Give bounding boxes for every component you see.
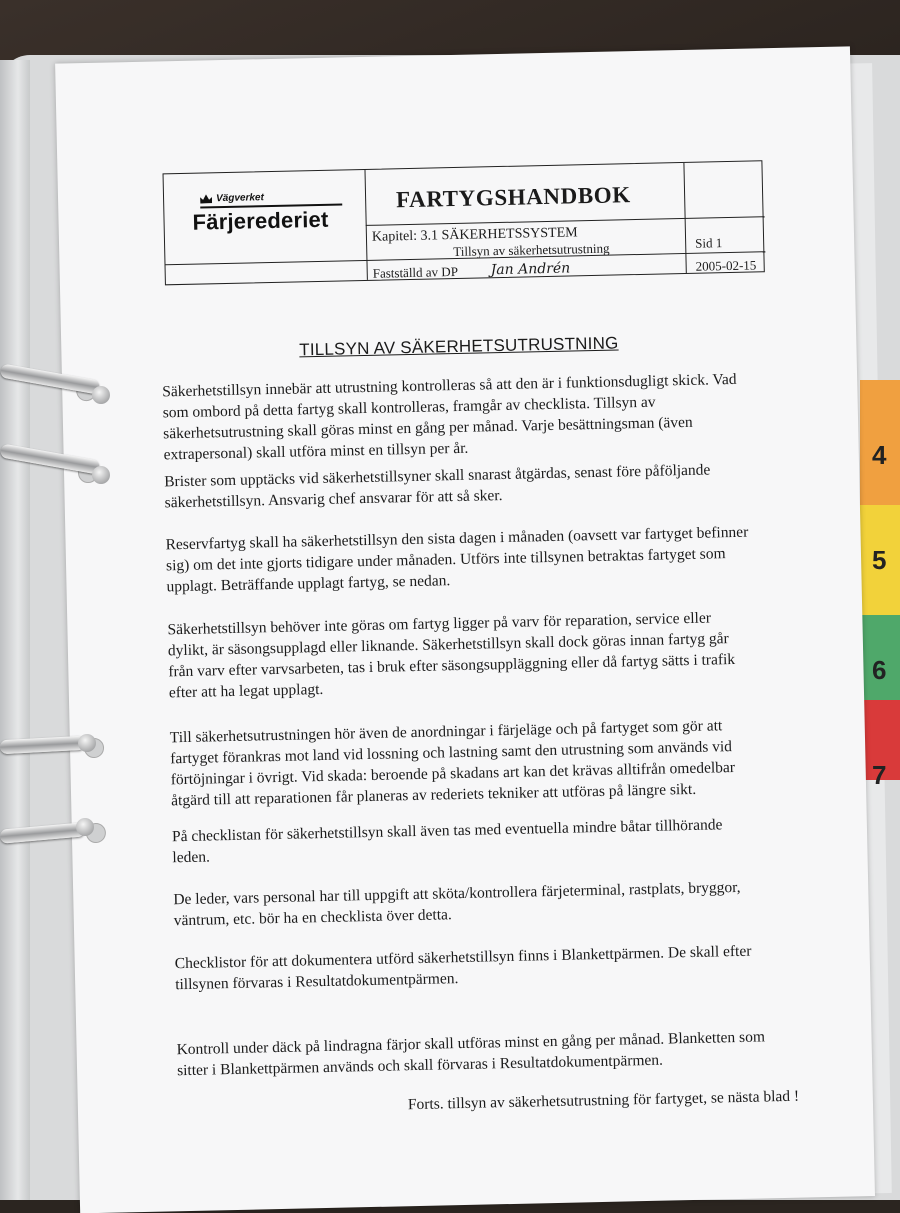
binder-ring-end — [92, 466, 110, 484]
paragraph-line: tillsynen förvaras i Resultatdokumentpärmen. — [175, 970, 459, 994]
paragraph-line: säkerhetsutrustning skall göras minst en gång per månad. Varje besättningsman (även — [163, 413, 693, 443]
paragraph-line: väntrum, etc. bör ha en checklista över detta. — [173, 906, 452, 930]
document-page — [55, 46, 875, 1213]
approval-date: 2005-02-15 — [695, 257, 757, 274]
paragraph-line: upplagt. Beträffande upplagt fartyg, se nedan. — [166, 572, 451, 596]
binder-ring-end — [78, 734, 96, 752]
paragraph-line: åtgärd till att reparationen får planeras av rederiets tekniker att utföras på längre sikt. — [171, 780, 697, 810]
paragraph-line: dylikt, är säsongsupplagd eller liknande. Säkerhetstillsyn skall dock göras innan fartyg går — [167, 630, 729, 660]
paragraph-line: Reservfartyg skall ha säkerhetstillsyn den sista dagen i månaden (oavsett var fartyget befinner — [165, 523, 749, 554]
crown-icon — [200, 194, 212, 203]
logo-main-text: Färjerederiet — [192, 206, 329, 235]
tab-number: 5 — [872, 545, 887, 575]
document-header-box — [163, 160, 765, 285]
paragraph-line: De leder, vars personal har till uppgift att sköta/kontrollera färjeterminal, rastplats, bryggor, — [173, 878, 741, 909]
paragraph — [167, 607, 736, 703]
paragraph — [175, 941, 753, 996]
tab-number: 7 — [872, 760, 887, 790]
paragraph-line: Checklistor för att dokumentera utförd säkerhetstillsyn finns i Blankettpärmen. De skall efter — [174, 942, 752, 973]
document-title: TILLSYN AV SÄKERHETSUTRUSTNING — [299, 333, 619, 360]
paragraph-line: extrapersonal) skall utföra minst en tillsyn per år. — [163, 439, 469, 464]
paragraph — [176, 1026, 765, 1081]
paragraph-line: Brister som upptäcks vid säkerhetstillsyner skall snarast åtgärdas, senast före påföljande — [164, 461, 711, 491]
binder-ring-end — [76, 818, 94, 836]
approved-label: Fastställd av DP — [372, 263, 459, 281]
paragraph-line: som ombord på detta fartyg skall kontrolleras, framgår av checklista. Tillsyn av — [162, 393, 656, 422]
paragraph-line: efter att ha legat upplagt. — [168, 680, 324, 702]
divider-tab-7[interactable] — [860, 700, 900, 790]
page-number: Sid 1 — [695, 235, 723, 251]
paragraph-line: Säkerhetstillsyn behöver inte göras om fartyg ligger på varv för reparation, service eller — [167, 609, 712, 639]
binder-ring-end — [92, 386, 110, 404]
chapter-subtitle: Tillsyn av säkerhetsutrustning — [453, 240, 610, 260]
paragraph-line: leden. — [172, 848, 211, 867]
paragraph-line: Säkerhetstillsyn innebär att utrustning kontrolleras så att den är i funktionsdugligt skick. Vad — [162, 370, 737, 401]
paragraph-line: säkerhetstillsyn. Ansvarig chef ansvarar för att så sker. — [164, 487, 503, 512]
paragraph — [162, 369, 738, 466]
paragraph-line: sig) om det inte gjorts tidigare under månaden. Utförs inte tillsynen betraktas fartyget som — [165, 545, 726, 575]
paragraph — [170, 715, 736, 811]
paragraph — [164, 459, 711, 513]
tab-number: 4 — [872, 440, 887, 470]
paragraph-line: På checklistan för säkerhetstillsyn skall även tas med eventuella mindre båtar tillhörande — [171, 816, 723, 846]
paragraph — [172, 814, 723, 868]
paragraph — [173, 877, 741, 931]
divider-tab-6[interactable] — [860, 615, 900, 700]
chapter-label: Kapitel: 3.1 SÄKERHETSSYSTEM — [371, 225, 578, 245]
binder-spine — [0, 60, 30, 1200]
paragraph-line: sitter i Blankettpärmen används och skall förvaras i Resultatdokumentpärmen. — [176, 1051, 664, 1080]
paragraph-line: från varv efter varvsarbeten, tas i bruk efter säsongsuppläggning eller då fartyg sätts i trafik — [168, 650, 736, 681]
divider-tab-5[interactable] — [860, 505, 900, 615]
paragraph — [165, 522, 749, 598]
tab-number: 6 — [872, 655, 887, 685]
paragraph-line: Till säkerhetsutrustningen hör även de anordningar i färjeläge och på fartyget som gör att — [169, 717, 723, 747]
logo-small-text: Vägverket — [215, 192, 264, 205]
paragraph-line: fartyget förankras mot land vid lossning och lastning samt den utrustning som används vid — [170, 738, 733, 768]
farjerederiet-logo — [192, 190, 343, 234]
document-body — [162, 367, 802, 1080]
divider-tab-4[interactable] — [860, 380, 900, 505]
handbook-title: FARTYGSHANDBOK — [395, 182, 632, 213]
paragraph-line: förtöjningar i övrigt. Vid skada: beroende på skadans art kan det krävas alltifrån omedelbar — [170, 759, 736, 789]
paragraph-line: Kontroll under däck på lindragna färjor skall utföras minst en gång per månad. Blanketten som — [176, 1028, 766, 1059]
approver-signature: Jan Andrén — [490, 260, 571, 279]
continuation-note: Forts. tillsyn av säkerhetsutrustning för fartyget, se nästa blad ! — [407, 1087, 800, 1114]
